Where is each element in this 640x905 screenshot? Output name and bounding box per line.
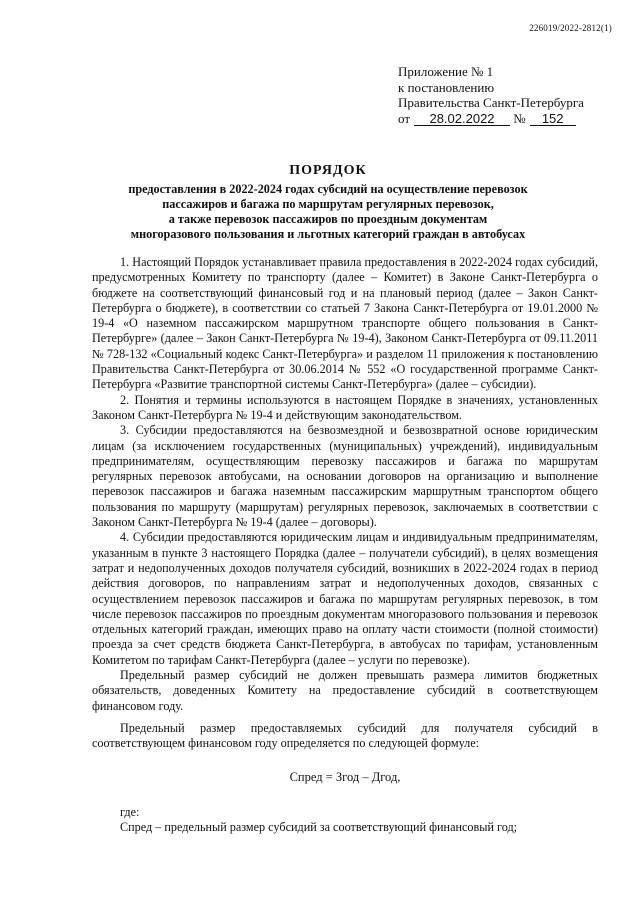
document-title-block: [80, 163, 576, 242]
definition-line: Спред – предельный размер субсидий за соответствующий финансовый год;: [120, 820, 518, 835]
formula: Спред = Згод – Дгод,: [289, 769, 401, 784]
subtitle-line: многоразового пользования и льготных категорий граждан в автобусах: [130, 227, 526, 241]
paragraph-3: 3. Субсидии предоставляются на безвозмездной и безвозвратной основе юридическим лицам (за исключением государственных (муниципальных) учреждений), индивидуальным предпринимателям, осуществляющим перевозку пассажиров и багажа по маршрутам регулярных перевозок автобусами, на основании договоров на организацию и выполнение перевозок пассажиров и багажа наземным пассажирским маршрутным транспортом общего пользования по маршруту (маршрутам) регулярных перевозок, заключаемых в соответствии с Законом Санкт-Петербурга № 19-4 (далее – договоры).: [92, 423, 598, 530]
paragraph-limit: Предельный размер субсидий не должен превышать размера лимитов бюджетных обязательств, доведенных Комитету на предоставление субсидий в соответствующем финансовом году.: [92, 668, 598, 713]
subtitle-line: пассажиров и багажа по маршрутам регулярных перевозок,: [162, 197, 494, 211]
paragraph-1: 1. Настоящий Порядок устанавливает правила предоставления в 2022-2024 годах субсидий, предусмотренных Комитету по транспорту (далее – Комитет) в Законе Санкт-Петербурга о бюджете на соответствующий финансовый год и на плановый период (далее – Закон Санкт-Петербурга о бюджете), в соответствии со статьей 7 Закона Санкт-Петербурга от 19.01.2000 № 19-4 «О наземном пассажирском маршрутном транспорте общего пользования в Санкт-Петербурге» (далее – Закон Санкт-Петербурга № 19-4), Законом Санкт-Петербурга от 09.11.2011 № 728-132 «Социальный кодекс Санкт-Петербурга» и разделом 11 приложения к постановлению Правительства Санкт-Петербурга от 30.06.2014 № 552 «О государственной программе Санкт-Петербурга «Развитие транспортной системы Санкт-Петербурга» (далее – субсидии).: [92, 255, 598, 392]
document-title: ПОРЯДОК: [289, 163, 367, 178]
subtitle-line: а также перевозок пассажиров по проездным документам: [168, 212, 488, 226]
paragraph-4: 4. Субсидии предоставляются юридическим лицам и индивидуальным предпринимателям, указанным в пункте 3 настоящего Порядка (далее – получатели субсидий), в целях возмещения затрат и недополученных доходов получателя субсидий, возникших в 2022-2024 годах в период действия договоров, по направлениям затрат и недополученных доходов, связанных с осуществлением перевозок пассажиров и багажа по маршрутам регулярных перевозок, в том числе перевозок пассажиров по проездным документам многоразового пользования и перевозок отдельных категорий граждан, имеющих право на оплату части стоимости (полной стоимости) проезда за счет средств бюджета Санкт-Петербурга, в автобусах по тарифам, установленным Комитетом по тарифам Санкт-Петербурга (далее – услуги по перевозке).: [92, 530, 598, 667]
annex-line-2: к постановлению: [398, 79, 495, 95]
annex-header: [398, 64, 584, 126]
decree-number: 152: [530, 112, 576, 126]
subtitle-line: предоставления в 2022-2024 годах субсидий на осуществление перевозок: [128, 182, 528, 196]
number-label: №: [513, 110, 526, 126]
document-subtitle: [80, 182, 576, 242]
from-label: от: [398, 110, 411, 126]
document-id: 226019/2022-2812(1): [529, 23, 612, 33]
paragraph-formula-intro: Предельный размер предоставляемых субсидий для получателя субсидий в соответствующем финансовом году определяется по следующей формуле:: [92, 720, 598, 751]
where-label: где:: [120, 804, 140, 819]
decree-date: 28.02.2022: [414, 112, 510, 126]
annex-line-1: Приложение № 1: [398, 64, 494, 79]
annex-date-line: [398, 111, 584, 127]
annex-line-3: Правительства Санкт-Петербурга: [398, 95, 584, 110]
document-body: [92, 255, 598, 835]
paragraph-2: 2. Понятия и термины используются в настоящем Порядке в значениях, установленных Законом Санкт-Петербурга № 19-4 и действующим законодательством.: [92, 392, 598, 422]
